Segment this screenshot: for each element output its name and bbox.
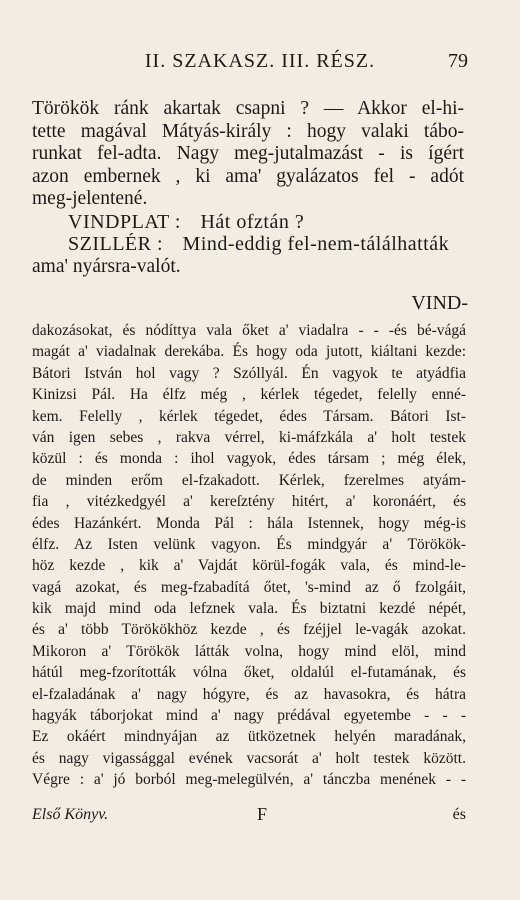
text-line: höz kezde , kik a' Vajdát körül-fogák vala, és mind-le-	[32, 557, 466, 575]
page-footer	[32, 806, 466, 828]
running-header	[0, 50, 520, 82]
text-line: közül : és monda : ihol vagyok, édes társam ; még élek,	[32, 450, 466, 468]
text-line: meg-jelentené.	[32, 188, 148, 209]
text-line: dakozásokat, és nódíttya vala őket a' viadalra - - -és bé-vágá	[32, 322, 466, 339]
text-line: hátúl meg-fzorították vólna őket, oldalúl el-futamának, és	[32, 664, 466, 682]
text-line: édes Hazánkért. Monda Pál : hála Istennek, hogy még-is	[32, 514, 466, 532]
text-line: és a' több Törökökhöz kezde , és fzéjjel le-vagák azokat.	[32, 621, 466, 639]
small-text-block	[32, 320, 466, 791]
text-line: és nagy vigassággal evének vacsorát a' holt testek között.	[32, 749, 466, 767]
text-line: Mikoron a' Törökök látták volna, hogy mind elöl, mind	[32, 642, 466, 660]
text-line: élfz. Az Isten velünk vagyon. És mindgyár a' Törökök-	[32, 535, 466, 553]
dialogue-line	[32, 233, 464, 256]
text-line: Végre : a' jó borból meg-melegülvén, a' tánczba menének - -	[32, 771, 466, 789]
speech-text: Hát ofztán ?	[200, 210, 305, 233]
text-line: kem. Felelly , kérlek tégedet, édes Társam. Bátori Ist-	[32, 407, 466, 425]
text-line: runkat fel-adta. Nagy meg-jutalmazást - is ígért	[32, 143, 464, 164]
page-number: 79	[448, 50, 468, 72]
text-line: Törökök ránk akartak csapni ? — Akkor el-hi-	[32, 98, 464, 119]
text-line: azon embernek , ki ama' gyalázatos fel - adót	[32, 165, 464, 187]
text-line: de minden erőm el-fzakadott. Kérlek, fzerelmes atyám-	[32, 471, 466, 489]
text-line: Bátori István hol vagy ? Szóllyál. Én vagyok te atyádfia	[32, 364, 466, 382]
signature-mark: F	[257, 804, 268, 824]
header-title: II. SZAKASZ. III. RÉSZ.	[144, 50, 376, 72]
text-line: ván igen sebes , rakva vérrel, ki-máfzkála a' holt testek	[32, 428, 466, 446]
speech-text: Mind-eddig fel-nem-tálálhatták	[182, 233, 450, 255]
text-line: fia , vitézkedgyél a' kereſztény hitért, a' koronáért, és	[32, 493, 466, 511]
text-line: vagá azokat, és meg-fzabadítá őtet, 's-mind az ő fzolgáit,	[32, 578, 466, 596]
dialogue-line	[32, 211, 464, 234]
text-line: tette magával Mátyás-király : hogy valaki tábo-	[32, 120, 464, 142]
speaker-name: SZILLÉR :	[68, 233, 164, 255]
text-line: el-fzaladának a' nagy hógyre, és az havasokra, és hátra	[32, 685, 466, 703]
catchword: VIND-	[411, 292, 468, 314]
large-text-block	[32, 98, 464, 278]
text-line: Ez okáért mindnyájan az ütközetnek helyén maradának,	[32, 728, 466, 746]
footer-catchword: és	[452, 806, 466, 823]
text-line: kik majd mind oda lefznek vala. És biztatni kezdé népét,	[32, 600, 466, 618]
speaker-name: VINDPLAT :	[68, 210, 181, 233]
text-line: ama' nyársra-valót.	[32, 255, 181, 277]
text-line: magát a' viadalnak derekába. És hogy oda jutott, kiáltani kezde:	[32, 343, 466, 361]
text-line: Kinizsi Pál. Ha élfz még , kérlek tégedet, felelly enné-	[32, 386, 466, 404]
book-label: Első Könyv.	[32, 806, 109, 823]
text-line: hagyák táborjokat mind a' nagy prédával egyetembe - - -	[32, 707, 466, 725]
